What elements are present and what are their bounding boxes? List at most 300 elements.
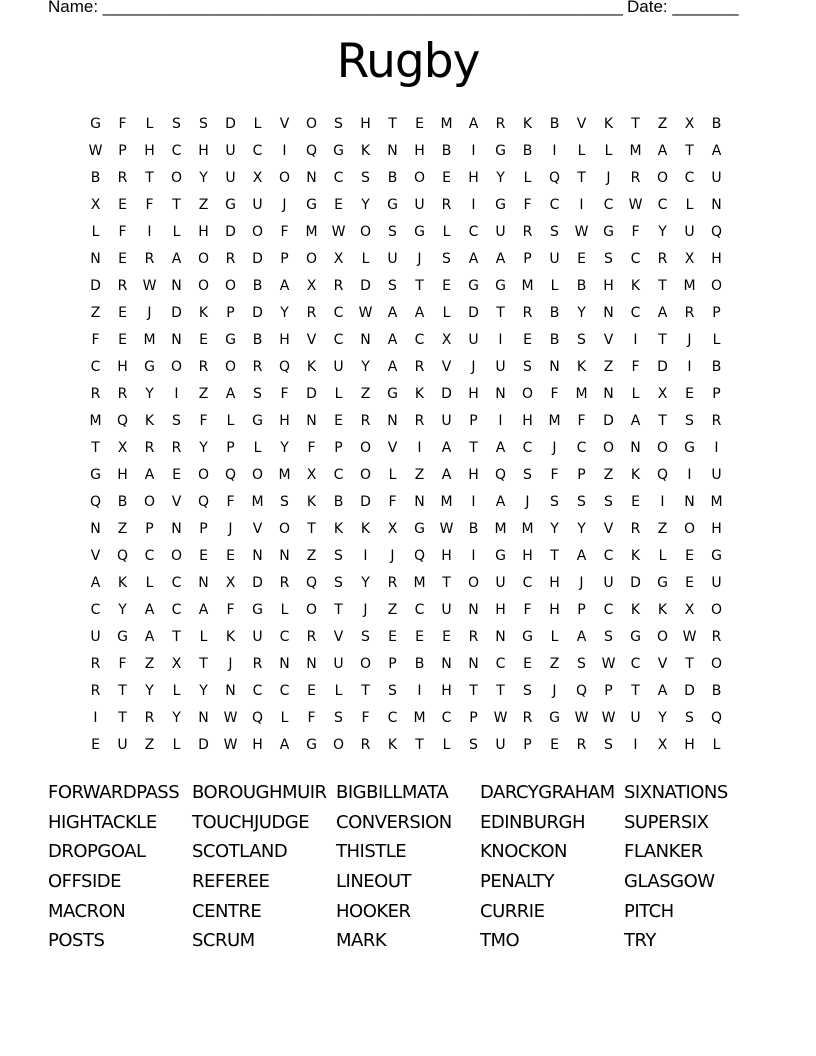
grid-letter[interactable]: D (360, 278, 371, 294)
grid-letter[interactable]: C (333, 305, 344, 321)
grid-letter[interactable]: R (171, 440, 182, 456)
grid-letter[interactable]: Q (278, 359, 291, 375)
grid-letter[interactable]: Q (305, 143, 318, 159)
grid-letter[interactable]: W (493, 710, 508, 726)
grid-letter[interactable]: D (252, 305, 263, 321)
grid-letter[interactable]: A (387, 332, 398, 348)
grid-letter[interactable]: K (225, 629, 236, 645)
grid-letter[interactable]: E (523, 332, 532, 348)
grid-letter[interactable]: S (388, 683, 397, 699)
grid-letter[interactable]: N (468, 656, 479, 672)
grid-letter[interactable]: A (657, 143, 668, 159)
grid-letter[interactable]: T (118, 710, 127, 726)
grid-letter[interactable]: H (468, 170, 479, 186)
grid-letter[interactable]: M (305, 224, 318, 240)
grid-letter[interactable]: Z (198, 197, 209, 213)
grid-letter[interactable]: S (550, 494, 559, 510)
grid-letter[interactable]: P (334, 440, 343, 456)
grid-letter[interactable]: S (604, 737, 613, 753)
grid-letter[interactable]: S (685, 710, 694, 726)
grid-letter[interactable]: X (684, 602, 695, 618)
grid-letter[interactable]: Y (145, 386, 154, 402)
grid-letter[interactable]: A (144, 629, 155, 645)
grid-letter[interactable]: P (199, 521, 208, 537)
grid-letter[interactable]: C (576, 440, 587, 456)
grid-letter[interactable]: D (468, 305, 479, 321)
grid-letter[interactable]: K (117, 575, 128, 591)
grid-letter[interactable]: A (441, 467, 452, 483)
grid-letter[interactable]: U (333, 656, 344, 672)
grid-letter[interactable]: C (171, 143, 182, 159)
grid-letter[interactable]: Y (577, 521, 586, 537)
grid-letter[interactable]: H (549, 602, 560, 618)
grid-letter[interactable]: R (576, 737, 587, 753)
grid-letter[interactable]: Q (116, 548, 129, 564)
grid-letter[interactable]: F (226, 602, 235, 618)
grid-letter[interactable]: T (631, 683, 640, 699)
grid-letter[interactable]: O (170, 548, 183, 564)
grid-letter[interactable]: K (630, 467, 641, 483)
grid-letter[interactable]: E (118, 332, 127, 348)
grid-letter[interactable]: C (333, 332, 344, 348)
grid-letter[interactable]: G (630, 629, 641, 645)
grid-letter[interactable]: G (90, 116, 101, 132)
grid-letter[interactable]: C (144, 548, 155, 564)
grid-letter[interactable]: Q (413, 548, 426, 564)
grid-letter[interactable]: D (198, 737, 209, 753)
grid-letter[interactable]: C (414, 332, 425, 348)
grid-letter[interactable]: T (658, 413, 667, 429)
grid-letter[interactable]: S (253, 386, 262, 402)
grid-letter[interactable]: G (225, 197, 236, 213)
grid-letter[interactable]: G (657, 575, 668, 591)
grid-letter[interactable]: I (417, 440, 422, 456)
grid-letter[interactable]: Q (251, 710, 264, 726)
grid-letter[interactable]: Y (658, 224, 667, 240)
grid-letter[interactable]: R (144, 440, 155, 456)
grid-letter[interactable]: F (550, 467, 559, 483)
grid-letter[interactable]: T (172, 197, 181, 213)
grid-letter[interactable]: K (360, 143, 371, 159)
grid-letter[interactable]: E (442, 278, 451, 294)
grid-letter[interactable]: P (388, 656, 397, 672)
grid-letter[interactable]: O (224, 359, 237, 375)
grid-letter[interactable]: S (523, 683, 532, 699)
grid-letter[interactable]: A (576, 548, 587, 564)
grid-letter[interactable]: G (711, 548, 722, 564)
grid-letter[interactable]: B (522, 143, 533, 159)
grid-letter[interactable]: P (712, 305, 721, 321)
grid-letter[interactable]: L (550, 629, 559, 645)
grid-letter[interactable]: Y (361, 197, 370, 213)
grid-letter[interactable]: C (279, 683, 290, 699)
grid-letter[interactable]: D (684, 683, 695, 699)
grid-letter[interactable]: J (147, 305, 152, 321)
grid-letter[interactable]: I (471, 494, 476, 510)
grid-letter[interactable]: N (603, 386, 614, 402)
grid-letter[interactable]: A (657, 683, 668, 699)
grid-letter[interactable]: U (549, 251, 560, 267)
grid-letter[interactable]: R (522, 710, 533, 726)
grid-letter[interactable]: S (550, 224, 559, 240)
grid-letter[interactable]: Q (305, 575, 318, 591)
grid-letter[interactable]: O (359, 440, 372, 456)
grid-letter[interactable]: L (361, 251, 370, 267)
grid-letter[interactable]: A (495, 494, 506, 510)
grid-letter[interactable]: Q (548, 170, 561, 186)
grid-letter[interactable]: S (469, 737, 478, 753)
grid-letter[interactable]: L (145, 116, 154, 132)
grid-letter[interactable]: A (90, 575, 101, 591)
grid-letter[interactable]: W (574, 710, 589, 726)
grid-letter[interactable]: J (552, 440, 557, 456)
grid-letter[interactable]: M (494, 521, 507, 537)
grid-letter[interactable]: X (117, 440, 128, 456)
grid-letter[interactable]: U (225, 170, 236, 186)
grid-letter[interactable]: W (574, 224, 589, 240)
grid-letter[interactable]: Z (657, 116, 668, 132)
grid-letter[interactable]: T (334, 602, 343, 618)
grid-letter[interactable]: H (198, 224, 209, 240)
grid-letter[interactable]: Q (116, 413, 129, 429)
grid-letter[interactable]: H (360, 116, 371, 132)
grid-letter[interactable]: Z (549, 656, 560, 672)
grid-letter[interactable]: G (495, 278, 506, 294)
grid-letter[interactable]: J (606, 170, 611, 186)
grid-letter[interactable]: B (549, 305, 560, 321)
grid-letter[interactable]: Y (172, 710, 181, 726)
grid-letter[interactable]: Y (118, 602, 127, 618)
grid-letter[interactable]: O (170, 359, 183, 375)
grid-letter[interactable]: X (333, 251, 344, 267)
grid-letter[interactable]: L (280, 710, 289, 726)
grid-letter[interactable]: C (522, 440, 533, 456)
grid-letter[interactable]: A (144, 602, 155, 618)
grid-letter[interactable]: V (603, 521, 614, 537)
grid-letter[interactable]: W (601, 710, 616, 726)
grid-letter[interactable]: J (282, 197, 287, 213)
grid-letter[interactable]: I (417, 683, 422, 699)
grid-letter[interactable]: F (91, 332, 100, 348)
grid-letter[interactable]: K (522, 116, 533, 132)
grid-letter[interactable]: G (387, 197, 398, 213)
grid-letter[interactable]: T (685, 656, 694, 672)
grid-letter[interactable]: A (441, 440, 452, 456)
grid-letter[interactable]: V (171, 494, 182, 510)
grid-letter[interactable]: X (387, 521, 398, 537)
grid-letter[interactable]: P (712, 386, 721, 402)
grid-letter[interactable]: O (197, 278, 210, 294)
grid-letter[interactable]: W (439, 521, 454, 537)
grid-letter[interactable]: K (630, 548, 641, 564)
grid-letter[interactable]: F (307, 440, 316, 456)
grid-letter[interactable]: O (278, 521, 291, 537)
grid-letter[interactable]: T (388, 116, 397, 132)
grid-letter[interactable]: L (172, 683, 181, 699)
grid-letter[interactable]: G (90, 467, 101, 483)
grid-letter[interactable]: G (495, 143, 506, 159)
grid-letter[interactable]: O (710, 278, 723, 294)
grid-letter[interactable]: R (387, 575, 398, 591)
grid-letter[interactable]: N (225, 683, 236, 699)
grid-letter[interactable]: N (171, 278, 182, 294)
grid-letter[interactable]: Z (414, 467, 425, 483)
grid-letter[interactable]: I (714, 440, 719, 456)
grid-letter[interactable]: F (523, 197, 532, 213)
grid-letter[interactable]: X (441, 332, 452, 348)
grid-letter[interactable]: O (359, 656, 372, 672)
grid-letter[interactable]: S (172, 413, 181, 429)
grid-letter[interactable]: H (252, 737, 263, 753)
grid-letter[interactable]: T (118, 683, 127, 699)
grid-letter[interactable]: O (251, 224, 264, 240)
grid-letter[interactable]: U (603, 575, 614, 591)
grid-letter[interactable]: O (656, 170, 669, 186)
grid-letter[interactable]: R (117, 278, 128, 294)
grid-letter[interactable]: Q (89, 494, 102, 510)
grid-letter[interactable]: A (171, 251, 182, 267)
grid-letter[interactable]: L (658, 548, 667, 564)
grid-letter[interactable]: U (684, 224, 695, 240)
grid-letter[interactable]: U (495, 575, 506, 591)
grid-letter[interactable]: N (90, 521, 101, 537)
grid-letter[interactable]: O (305, 116, 318, 132)
grid-letter[interactable]: L (712, 332, 721, 348)
grid-letter[interactable]: B (711, 359, 722, 375)
grid-letter[interactable]: K (333, 521, 344, 537)
grid-letter[interactable]: X (306, 278, 317, 294)
grid-letter[interactable]: O (224, 278, 237, 294)
grid-letter[interactable]: R (414, 359, 425, 375)
grid-letter[interactable]: B (387, 170, 398, 186)
grid-letter[interactable]: K (144, 413, 155, 429)
grid-letter[interactable]: L (388, 467, 397, 483)
grid-letter[interactable]: T (307, 521, 316, 537)
grid-letter[interactable]: C (603, 548, 614, 564)
grid-letter[interactable]: C (252, 143, 263, 159)
grid-letter[interactable]: D (171, 305, 182, 321)
grid-letter[interactable]: J (579, 575, 584, 591)
grid-letter[interactable]: R (360, 737, 371, 753)
grid-letter[interactable]: S (577, 656, 586, 672)
grid-letter[interactable]: S (442, 251, 451, 267)
grid-letter[interactable]: V (306, 332, 317, 348)
grid-letter[interactable]: P (577, 467, 586, 483)
grid-letter[interactable]: R (495, 116, 506, 132)
grid-letter[interactable]: A (630, 413, 641, 429)
grid-letter[interactable]: K (630, 278, 641, 294)
grid-letter[interactable]: V (252, 521, 263, 537)
grid-letter[interactable]: L (172, 224, 181, 240)
grid-letter[interactable]: E (334, 197, 343, 213)
grid-letter[interactable]: L (442, 224, 451, 240)
grid-letter[interactable]: C (630, 656, 641, 672)
name-field-label[interactable]: Name: _______________________________________________________ (48, 0, 623, 16)
grid-letter[interactable]: S (388, 278, 397, 294)
grid-letter[interactable]: G (252, 413, 263, 429)
grid-letter[interactable]: G (225, 332, 236, 348)
grid-letter[interactable]: H (414, 143, 425, 159)
grid-letter[interactable]: D (630, 575, 641, 591)
grid-letter[interactable]: X (306, 467, 317, 483)
grid-letter[interactable]: Z (603, 467, 614, 483)
grid-letter[interactable]: H (711, 251, 722, 267)
grid-letter[interactable]: E (334, 413, 343, 429)
grid-letter[interactable]: R (630, 521, 641, 537)
grid-letter[interactable]: D (306, 386, 317, 402)
grid-letter[interactable]: X (252, 170, 263, 186)
grid-letter[interactable]: U (630, 710, 641, 726)
grid-letter[interactable]: W (331, 224, 346, 240)
grid-letter[interactable]: T (658, 278, 667, 294)
grid-letter[interactable]: F (361, 710, 370, 726)
grid-letter[interactable]: M (521, 278, 534, 294)
grid-letter[interactable]: P (523, 737, 532, 753)
grid-letter[interactable]: H (441, 548, 452, 564)
grid-letter[interactable]: R (522, 305, 533, 321)
grid-letter[interactable]: S (361, 629, 370, 645)
grid-letter[interactable]: C (603, 197, 614, 213)
grid-letter[interactable]: J (471, 359, 476, 375)
grid-letter[interactable]: U (441, 413, 452, 429)
grid-letter[interactable]: T (415, 278, 424, 294)
grid-letter[interactable]: H (468, 386, 479, 402)
grid-letter[interactable]: X (90, 197, 101, 213)
grid-letter[interactable]: V (657, 656, 668, 672)
grid-letter[interactable]: Z (657, 521, 668, 537)
grid-letter[interactable]: N (90, 251, 101, 267)
grid-letter[interactable]: S (523, 467, 532, 483)
grid-letter[interactable]: X (684, 251, 695, 267)
grid-letter[interactable]: R (711, 629, 722, 645)
grid-letter[interactable]: T (496, 305, 505, 321)
grid-letter[interactable]: P (469, 710, 478, 726)
grid-letter[interactable]: L (685, 197, 694, 213)
grid-letter[interactable]: A (576, 629, 587, 645)
grid-letter[interactable]: M (710, 494, 723, 510)
grid-letter[interactable]: C (333, 170, 344, 186)
grid-letter[interactable]: N (387, 143, 398, 159)
grid-letter[interactable]: N (711, 197, 722, 213)
grid-letter[interactable]: O (332, 737, 345, 753)
grid-letter[interactable]: H (495, 602, 506, 618)
grid-letter[interactable]: C (90, 359, 101, 375)
grid-letter[interactable]: M (629, 143, 642, 159)
grid-letter[interactable]: M (413, 710, 426, 726)
grid-letter[interactable]: N (198, 575, 209, 591)
grid-letter[interactable]: I (471, 143, 476, 159)
grid-letter[interactable]: C (90, 602, 101, 618)
grid-letter[interactable]: F (523, 602, 532, 618)
grid-letter[interactable]: H (603, 278, 614, 294)
grid-letter[interactable]: P (604, 683, 613, 699)
grid-letter[interactable]: L (91, 224, 100, 240)
grid-letter[interactable]: A (495, 251, 506, 267)
grid-letter[interactable]: Q (575, 683, 588, 699)
grid-letter[interactable]: Z (117, 521, 128, 537)
grid-letter[interactable]: V (576, 116, 587, 132)
grid-letter[interactable]: W (223, 737, 238, 753)
grid-letter[interactable]: R (252, 359, 263, 375)
grid-letter[interactable]: C (630, 251, 641, 267)
grid-letter[interactable]: H (198, 143, 209, 159)
grid-letter[interactable]: I (552, 143, 557, 159)
grid-letter[interactable]: B (711, 683, 722, 699)
grid-letter[interactable]: P (469, 413, 478, 429)
grid-letter[interactable]: T (469, 440, 478, 456)
grid-letter[interactable]: P (280, 251, 289, 267)
grid-letter[interactable]: C (171, 575, 182, 591)
grid-letter[interactable]: I (471, 548, 476, 564)
grid-letter[interactable]: I (498, 413, 503, 429)
grid-letter[interactable]: R (657, 251, 668, 267)
grid-letter[interactable]: B (468, 521, 479, 537)
grid-letter[interactable]: V (387, 440, 398, 456)
grid-letter[interactable]: L (172, 737, 181, 753)
grid-letter[interactable]: C (333, 467, 344, 483)
grid-letter[interactable]: Y (577, 305, 586, 321)
grid-letter[interactable]: G (495, 197, 506, 213)
grid-letter[interactable]: Z (387, 602, 398, 618)
grid-letter[interactable]: O (602, 440, 615, 456)
grid-letter[interactable]: N (549, 359, 560, 375)
grid-letter[interactable]: Z (360, 386, 371, 402)
grid-letter[interactable]: D (90, 278, 101, 294)
grid-letter[interactable]: R (198, 359, 209, 375)
grid-letter[interactable]: L (280, 602, 289, 618)
grid-letter[interactable]: P (118, 143, 127, 159)
grid-letter[interactable]: U (468, 332, 479, 348)
grid-letter[interactable]: M (89, 413, 102, 429)
grid-letter[interactable]: D (252, 575, 263, 591)
grid-letter[interactable]: T (361, 683, 370, 699)
grid-letter[interactable]: B (576, 278, 587, 294)
grid-letter[interactable]: N (198, 710, 209, 726)
grid-letter[interactable]: R (414, 413, 425, 429)
grid-letter[interactable]: V (333, 629, 344, 645)
grid-letter[interactable]: J (552, 683, 557, 699)
grid-letter[interactable]: T (550, 548, 559, 564)
grid-letter[interactable]: F (145, 197, 154, 213)
grid-letter[interactable]: W (358, 305, 373, 321)
grid-letter[interactable]: M (440, 116, 453, 132)
grid-letter[interactable]: T (442, 575, 451, 591)
grid-letter[interactable]: K (414, 386, 425, 402)
grid-letter[interactable]: Z (306, 548, 317, 564)
grid-letter[interactable]: U (252, 629, 263, 645)
grid-letter[interactable]: O (143, 494, 156, 510)
grid-letter[interactable]: B (252, 332, 263, 348)
grid-letter[interactable]: F (550, 386, 559, 402)
grid-letter[interactable]: O (656, 440, 669, 456)
grid-letter[interactable]: R (306, 305, 317, 321)
grid-letter[interactable]: O (305, 602, 318, 618)
grid-letter[interactable]: P (523, 251, 532, 267)
grid-letter[interactable]: V (603, 332, 614, 348)
grid-letter[interactable]: C (603, 602, 614, 618)
grid-letter[interactable]: N (360, 332, 371, 348)
grid-letter[interactable]: Y (496, 170, 505, 186)
grid-letter[interactable]: M (251, 494, 264, 510)
grid-letter[interactable]: R (441, 197, 452, 213)
grid-letter[interactable]: E (388, 629, 397, 645)
grid-letter[interactable]: N (630, 440, 641, 456)
grid-letter[interactable]: C (468, 224, 479, 240)
grid-letter[interactable]: R (630, 170, 641, 186)
grid-letter[interactable]: J (525, 494, 530, 510)
grid-letter[interactable]: C (549, 197, 560, 213)
grid-letter[interactable]: S (334, 575, 343, 591)
